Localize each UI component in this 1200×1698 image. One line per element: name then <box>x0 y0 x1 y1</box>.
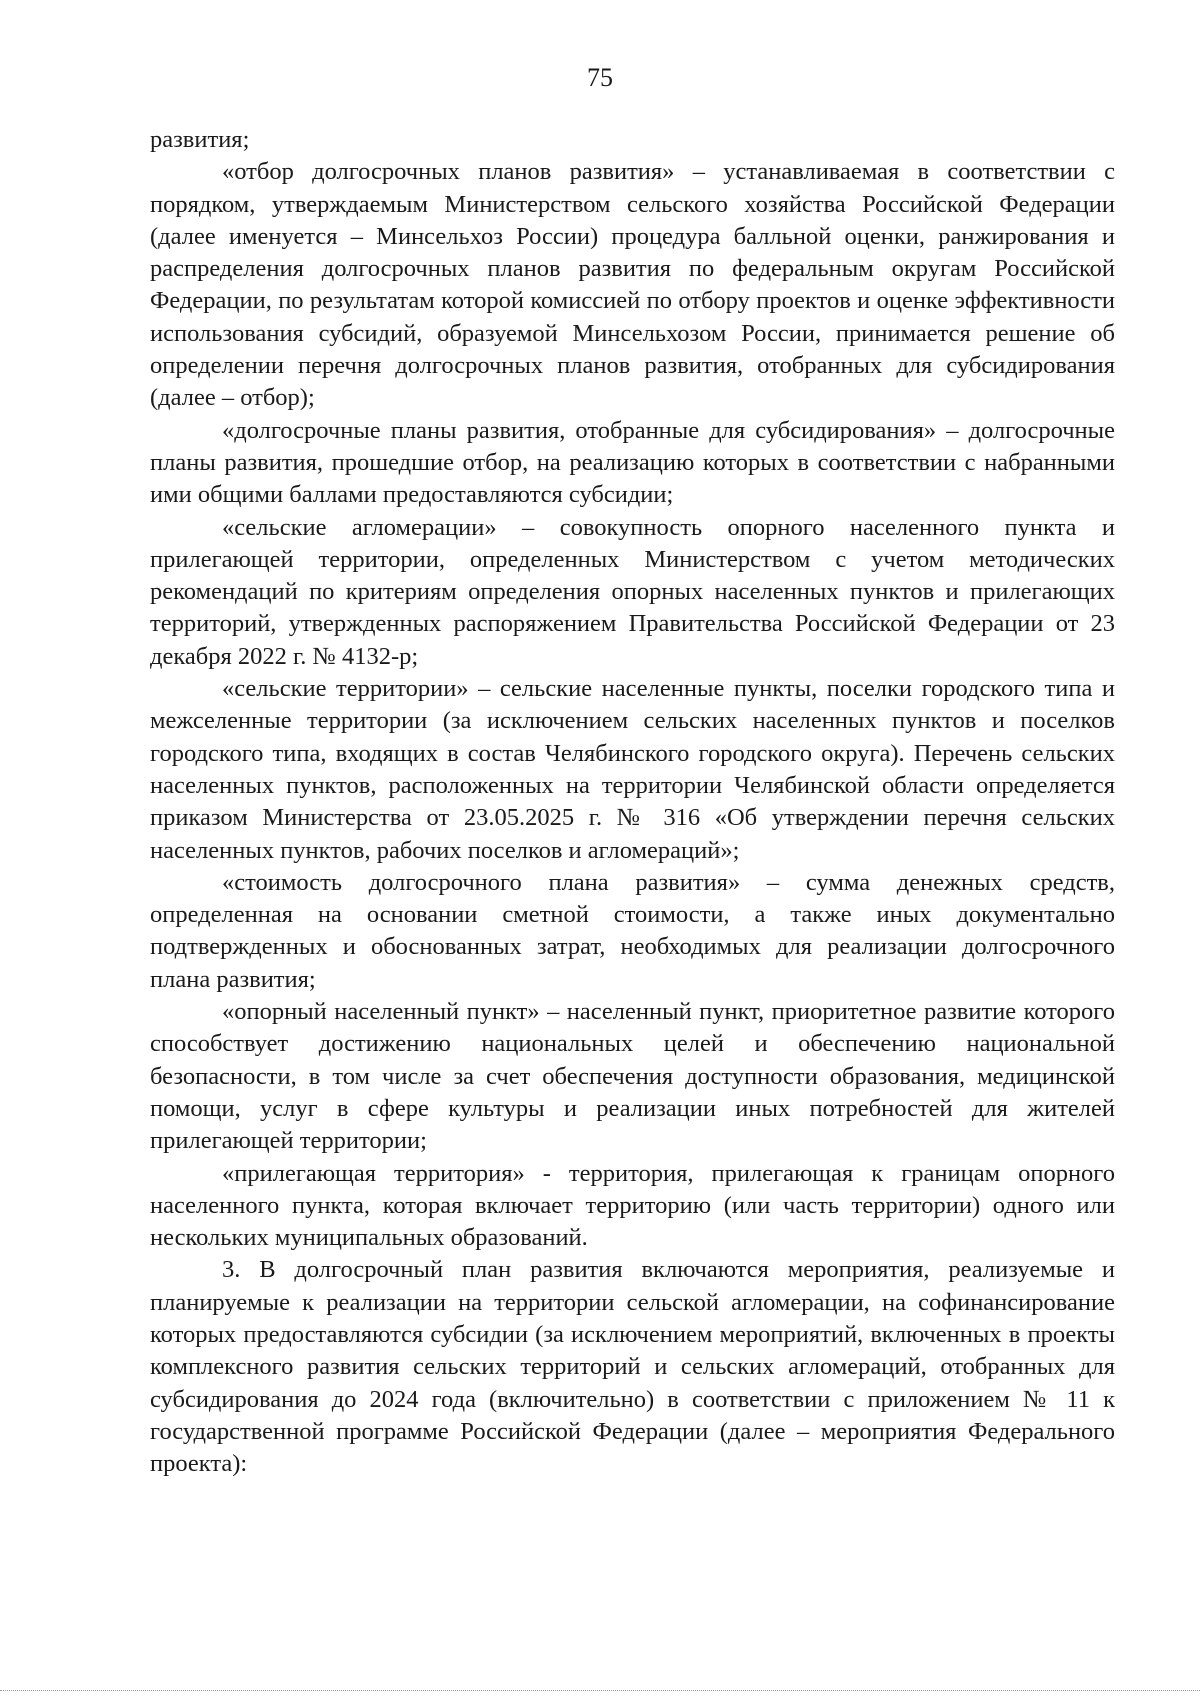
paragraph-definition-agglomerations: «сельские агломерации» – совокупность опорного населенного пункта и прилегающей территории, определенных Министерством с учетом методических рекомендаций по критериям определения опорных населенных пунктов и прилегающих территорий, утвержденных распоряжением Правительства Российской Федерации от 23 декабря 2022 г. № 4132-р; <box>150 513 1115 670</box>
paragraph-definition-base-settlement: «опорный населенный пункт» – населенный пункт, приоритетное развитие которого способствует достижению национальных целей и обеспечению национальной безопасности, в том числе за счет обеспечения доступности образования, медицинской помощи, услуг в сфере культуры и реализации иных потребностей для жителей прилегающей территории; <box>150 998 1115 1155</box>
paragraph-continuation: развития; <box>150 126 250 153</box>
paragraph-item-3: 3. В долгосрочный план развития включаются мероприятия, реализуемые и планируемые к реализации на территории сельской агломерации, на софинансирование которых предоставляются субсидии (за исключением мероприятий, включенных в проекты комплексного развития сельских территорий и сельских агломераций, отобранных для субсидирования до 2024 года (включительно) в соответствии с приложением № 11 к государственной программе Российской Федерации (далее – мероприятия Федерального проекта): <box>150 1256 1115 1478</box>
page-bottom-edge <box>0 1690 1200 1691</box>
document-body <box>150 124 1115 1480</box>
paragraph-definition-rural-territories: «сельские территории» – сельские населенные пункты, поселки городского типа и межселенные территории (за исключением сельских населенных пунктов и поселков городского типа, входящих в состав Челябинского городского округа). Перечень сельских населенных пунктов, расположенных на территории Челябинской области определяется приказом Министерства от 23.05.2025 г. № 316 «Об утверждении перечня сельских населенных пунктов, рабочих поселков и агломераций»; <box>150 675 1115 864</box>
paragraph-definition-plan-cost: «стоимость долгосрочного плана развития» – сумма денежных средств, определенная на основании сметной стоимости, а также иных документально подтвержденных и обоснованных затрат, необходимых для реализации долгосрочного плана развития; <box>150 868 1115 993</box>
paragraph-definition-selected-plans: «долгосрочные планы развития, отобранные для субсидирования» – долгосрочные планы развития, прошедшие отбор, на реализацию которых в соответствии с набранными ими общими баллами предоставляются субсидии; <box>150 416 1115 509</box>
paragraph-definition-adjacent-territory: «прилегающая территория» - территория, прилегающая к границам опорного населенного пункта, которая включает территорию (или часть территории) одного или нескольких муниципальных образований. <box>150 1159 1115 1252</box>
paragraph-definition-selection: «отбор долгосрочных планов развития» – устанавливаемая в соответствии с порядком, утверждаемым Министерством сельского хозяйства Российской Федерации (далее именуется – Минсельхоз России) процедура балльной оценки, ранжирования и распределения долгосрочных планов развития по федеральным округам Российской Федерации, по результатам которой комиссией по отбору проектов и оценке эффективности использования субсидий, образуемой Минсельхозом России, принимается решение об определении перечня долгосрочных планов развития, отобранных для субсидирования (далее – отбор); <box>150 158 1115 412</box>
page-number: 75 <box>587 63 613 92</box>
